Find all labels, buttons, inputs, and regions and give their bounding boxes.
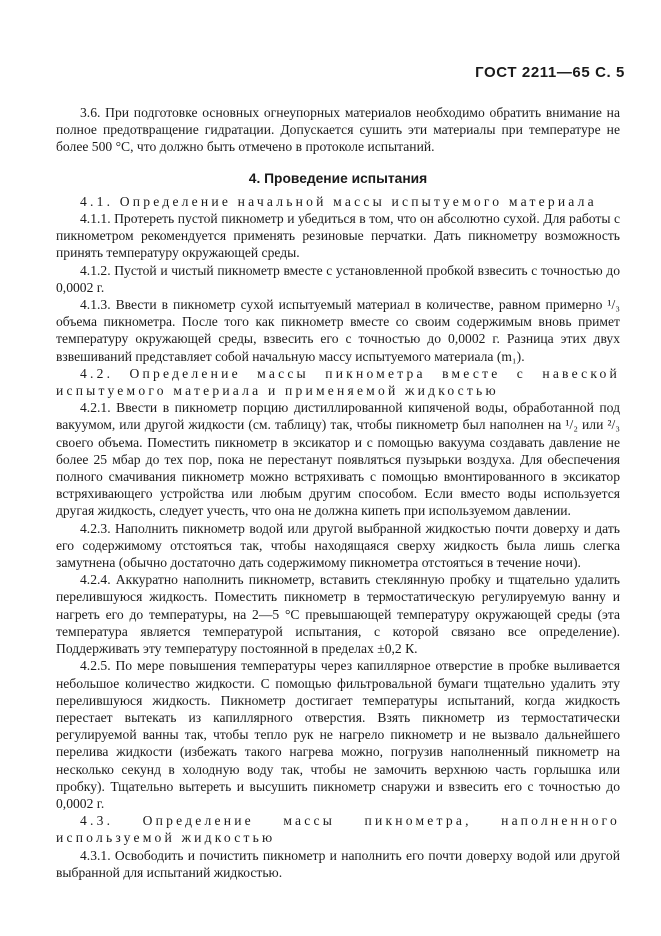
- paragraph-4-1-1: 4.1.1. Протереть пустой пикнометр и убедиться в том, что он абсолютно сухой. Для работы с пикнометром рекомендуется применять резиновые перчатки. Дать пикнометру возможность принять температуру окружающей среды.: [56, 211, 620, 261]
- paragraph-4-3-1: 4.3.1. Освободить и почистить пикнометр и наполнить его почти доверху водой или другой выбранной для испытаний жидкостью.: [56, 847, 620, 880]
- page-header: ГОСТ 2211—65 С. 5: [475, 64, 625, 81]
- section-title: 4. Проведение испытания: [248, 170, 428, 186]
- paragraph-3-6: 3.6. При подготовке основных огнеупорных материалов необходимо обратить внимание на полное предотвращение гидратации. Допускается сушить эти материалы при температуре не более 500 °С, что должно быть отмечено в протоколе испытаний.: [56, 105, 620, 155]
- paragraph-4-2-5: 4.2.5. По мере повышения температуры через капиллярное отверстие в пробке выливается небольшое количество жидкости. С помощью фильтровальной бумаги тщательно удалить эту перелившуюся жидкость. Пикнометр достигает температуры испытаний, когда жидкость перестает вытекать из капиллярного отверстия. Взять пикнометр из термостатически регулируемой ванны так, чтобы тепло рук не нагрело пикнометр и не вызвало дальнейшего перелива жидкости (избежать такого нагрева можно, погрузив наполненный пикнометр на несколько секунд в холодную воду так, чтобы не замочить верхнюю часть горлышка или пробку). Тщательно вытереть и высушить пикнометр снаружи и взвесить его с точностью до 0,0002 г.: [56, 658, 620, 811]
- paragraph-4-2-3: 4.2.3. Наполнить пикнометр водой или другой выбранной жидкостью почти доверху и дать его содержимому отстояться так, чтобы находящаяся сверху жидкость была лишь слегка замутнена (обычно достаточно дать содержимому пикнометра отстояться в течение ночи).: [56, 520, 620, 571]
- paragraph-4-1-3: 4.1.3. Ввести в пикнометр сухой испытуемый материал в количестве, равном примерно ¹/₃ объема пикнометра. После того как пикнометр вместе со своим содержимым вновь примет температуру окружающей среды, взвесить его с точностью до 0,0002 г. Разница этих двух взвешиваний представляет собой начальную массу испытуемого материала (m₁).: [56, 297, 620, 364]
- heading-4-3: 4.3. Определение массы пикнометра, наполненного используемой жидкостью: [56, 813, 620, 846]
- paragraph-4-2-4: 4.2.4. Аккуратно наполнить пикнометр, вставить стеклянную пробку и тщательно удалить перелившуюся жидкость. Поместить пикнометр в термостатическую регулируемую ванну и нагреть его до температуры, на 2—5 °С превышающей температуру окружающей среды (эта температура является температурой испытания, с которой связано все определение). Поддерживать эту температуру постоянной в пределах ±0,2 К.: [56, 572, 620, 657]
- heading-4-2: 4.2. Определение массы пикнометра вместе с навеской испытуемого материала и применяемой жидкостью: [56, 365, 620, 399]
- paragraph-4-2-1: 4.2.1. Ввести в пикнометр порцию дистиллированной кипяченой воды, обработанной под вакуумом, или другой жидкости (см. таблицу) так, чтобы пикнометр был наполнен на ¹/₂ или ²/₃ своего объема. Поместить пикнометр в эксикатор и с помощью вакуума создавать давление не более 25 мбар до тех пор, пока не перестанут появляться пузырьки воздуха. Для обеспечения полного смачивания пикнометр можно встряхивать с помощью вмонтированного в эксикатор встряхивающего устройства или любым другим способом. Если вместо воды используется другая жидкость, следует учесть, что она не должна кипеть при используемом давлении.: [56, 400, 620, 519]
- document-body: [56, 104, 620, 881]
- paragraph-4-1-2: 4.1.2. Пустой и чистый пикнометр вместе с установленной пробкой взвесить с точностью до 0,0002 г.: [56, 262, 620, 295]
- heading-4-1: 4.1. Определение начальной массы испытуемого материала: [80, 193, 597, 209]
